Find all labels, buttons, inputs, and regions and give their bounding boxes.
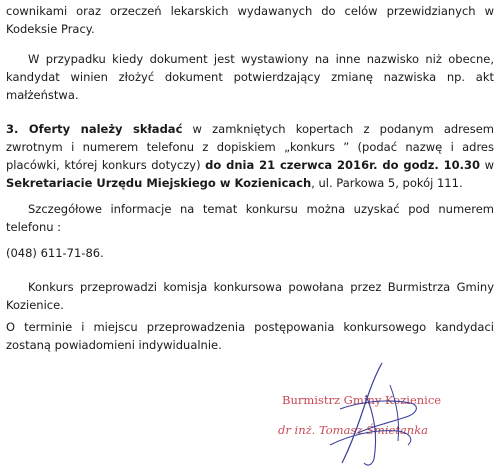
paragraph-info: Szczegółowe informacje na temat konkursu można uzyskać pod numerem telefonu : <box>6 202 494 234</box>
offers-deadline: do dnia 21 czerwca 2016r. do godz. 10.30 <box>205 158 481 172</box>
paragraph-notification: O terminie i miejscu przeprowadzenia postępowania konkursowego kandydaci zostaną powiadomieni indywidualnie. <box>6 320 494 352</box>
offers-text-1: w zamkniętych kopertach z podanym adresem zwrotnym i numerem telefonu z dopiskiem „konkurs ” (podać nazwę i adres placówki, której konkurs dotyczy) <box>6 122 494 172</box>
offers-text-3: , ul. Parkowa 5, pokój 111. <box>311 176 463 190</box>
stamp-name: dr inż. Tomasz Śmietanka <box>278 423 429 437</box>
stamp-title: Burmistrz Gminy Kozienice <box>282 393 442 407</box>
handwritten-signature <box>270 355 490 470</box>
paragraph-offers <box>6 120 494 192</box>
offers-place: Sekretariacie Urzędu Miejskiego w Kozienicach <box>6 176 312 190</box>
paragraph-commission: Konkurs przeprowadzi komisja konkursowa powołana przez Burmistrza Gminy Kozienice. <box>6 280 494 312</box>
phone-number: (048) 611-71-86. <box>6 246 104 260</box>
document-body <box>6 2 494 354</box>
offers-lead: 3. Oferty należy składać <box>6 122 183 136</box>
offers-text-2: w <box>480 158 494 172</box>
paragraph-name-change: W przypadku kiedy dokument jest wystawiony na inne nazwisko niż obecne, kandydat winien złożyć dokument potwierdzający zmianę nazwiska np. akt małżeństwa. <box>6 52 494 102</box>
paragraph-continuation: cownikami oraz orzeczeń lekarskich wydawanych do celów przewidzianych w Kodeksie Pracy. <box>6 4 494 36</box>
signature-block <box>270 355 490 470</box>
